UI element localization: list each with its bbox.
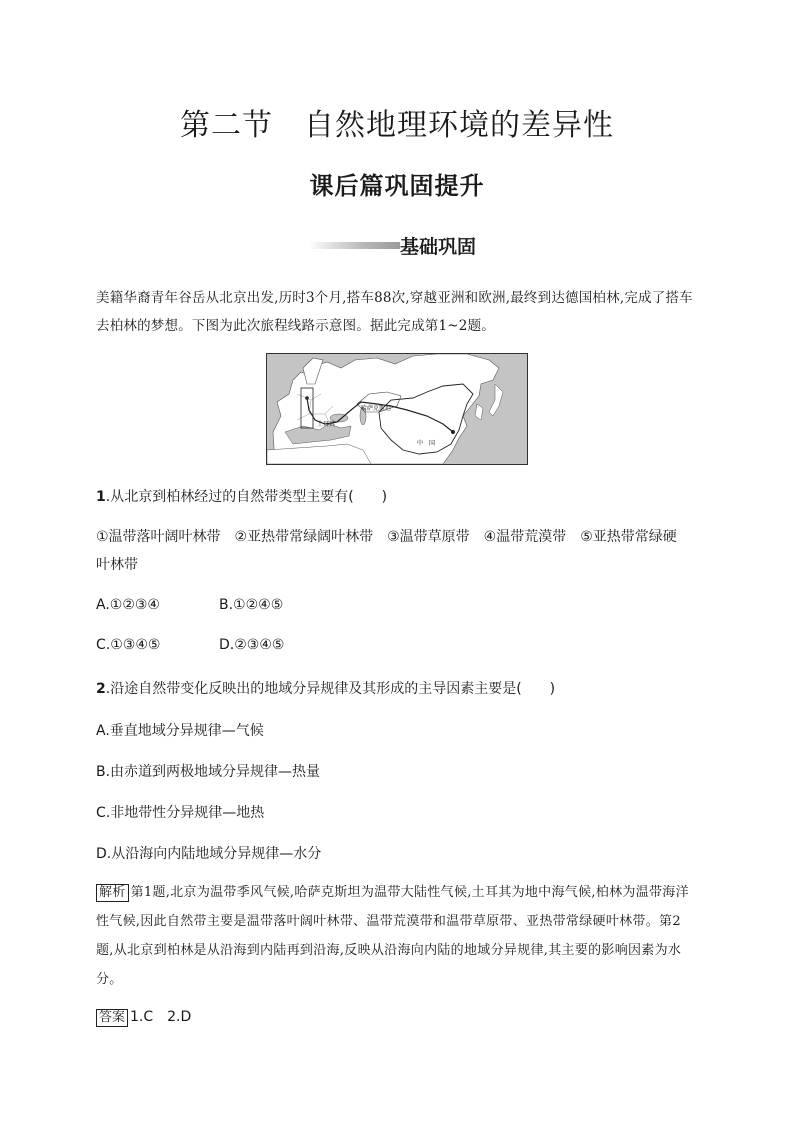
analysis-block — [96, 878, 698, 994]
question-1-option-b: B.①②④⑤ — [219, 597, 284, 613]
question-1-statements-line2: 叶林带 — [96, 557, 138, 573]
answer-block — [96, 1006, 191, 1027]
map-label-kazakhstan: 哈萨克斯坦 — [361, 405, 392, 412]
question-2-text: .沿途自然带变化反映出的地域分异规律及其形成的主导因素主要是( ) — [105, 681, 556, 697]
question-2-number: 2 — [96, 681, 106, 697]
map-label-turkey: 土耳其 — [317, 421, 336, 428]
question-1-statements-line1: ①温带落叶阔叶林带 ②亚热带常绿阔叶林带 ③温带草原带 ④温带荒漠带 ⑤亚热带常绿硬 — [96, 529, 677, 545]
question-1-text: .从北京到柏林经过的自然带类型主要有( ) — [105, 489, 388, 505]
route-map-drawing — [267, 354, 527, 464]
page-subtitle: 课后篇巩固提升 — [309, 172, 485, 200]
page-title: 第二节 自然地理环境的差异性 — [180, 108, 614, 143]
analysis-tag: 解析 — [96, 884, 129, 902]
section-title: 基础巩固 — [400, 236, 477, 258]
section-divider-bar — [308, 242, 400, 249]
answer-tag: 答案 — [96, 1009, 128, 1027]
question-2-option-c: C.非地带性分异规律—地热 — [96, 805, 265, 821]
berlin-marker — [305, 396, 309, 400]
analysis-text: 第1题,北京为温带季风气候,哈萨克斯坦为温带大陆性气候,土耳其为地中海气候,柏林为温带海洋性气候,因此自然带主要是温带落叶阔叶林带、温带荒漠带和温带草原带、亚热带常绿硬叶林带。第2题,从北京到柏林是从沿海到内陆再到沿海,反映从沿海向内陆的地域分异规律,其主要的影响因素为水分。 — [96, 885, 689, 987]
route-map — [266, 353, 528, 465]
beijing-marker — [451, 430, 455, 434]
question-2-option-a: A.垂直地域分异规律—气候 — [96, 723, 264, 739]
map-label-china: 中 国 — [417, 440, 436, 447]
question-1-option-a: A.①②③④ — [96, 597, 160, 613]
question-2-option-b: B.由赤道到两极地域分异规律—热量 — [96, 764, 321, 780]
answer-text: 1.C 2.D — [130, 1009, 192, 1025]
question-1-option-d: D.②③④⑤ — [219, 637, 285, 653]
question-1-stem — [96, 486, 387, 508]
question-2-option-d: D.从沿海向内陆地域分异规律—水分 — [96, 846, 322, 862]
question-2-stem — [96, 678, 555, 700]
question-1-number: 1 — [96, 489, 106, 505]
intro-paragraph: 美籍华裔青年谷岳从北京出发,历时3个月,搭车88次,穿越亚洲和欧洲,最终到达德国柏林,完成了搭车去柏林的梦想。下图为此次旅程线路示意图。据此完成第1~2题。 — [96, 290, 693, 334]
question-1-option-c: C.①③④⑤ — [96, 637, 161, 653]
